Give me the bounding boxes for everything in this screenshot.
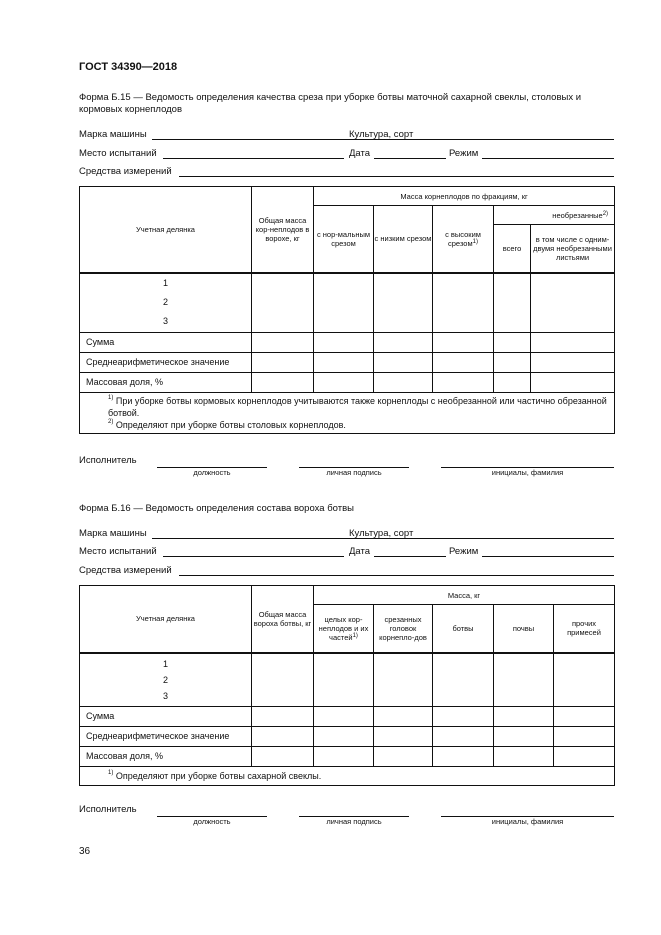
signature-line[interactable] xyxy=(299,461,409,468)
header-uncut-total: всего xyxy=(494,225,531,273)
row-share: Массовая доля, % xyxy=(80,747,252,767)
table-cell[interactable] xyxy=(554,747,615,767)
signature-caption: личная подпись xyxy=(326,817,382,826)
signature-caption: личная подпись xyxy=(326,468,382,477)
header-high-cut: с высоким срезом$^{1)}$ xyxy=(433,206,494,273)
plot-row-3: 3 xyxy=(162,690,168,701)
date-label: Дата xyxy=(349,546,371,557)
date-label: Дата xyxy=(349,148,371,159)
plot-row-3: 3 xyxy=(162,316,168,327)
header-total-mass: Общая масса кор-неплодов в ворохе, кг xyxy=(252,187,314,273)
plot-row-1: 1 xyxy=(162,278,168,289)
form-b16-table xyxy=(79,585,615,786)
initials-caption: инициалы, фамилия xyxy=(491,817,564,826)
plot-row-2: 2 xyxy=(162,297,168,308)
header-plot: Учетная делянка xyxy=(80,187,252,273)
footnote-1: $^{1)}$ При уборке ботвы кормовых корнеплодов учитываются также корнеплоды с необрезанной или частично обрезанной ботвой. xyxy=(108,395,607,418)
table-cell[interactable] xyxy=(433,273,494,333)
table-cell[interactable] xyxy=(433,727,494,747)
header-other: прочих примесей xyxy=(554,605,615,653)
machine-label: Марка машины xyxy=(79,129,147,140)
row-share: Массовая доля, % xyxy=(80,373,252,393)
table-cell[interactable] xyxy=(494,707,554,727)
table-cell[interactable] xyxy=(531,333,615,353)
machine-label: Марка машины xyxy=(79,528,147,539)
table-cell[interactable] xyxy=(494,353,531,373)
table-cell[interactable] xyxy=(374,653,433,707)
table-cell[interactable] xyxy=(252,747,314,767)
table-cell[interactable] xyxy=(554,707,615,727)
crop-field[interactable] xyxy=(419,528,614,539)
header-fractions: Масса корнеплодов по фракциям, кг xyxy=(314,187,615,206)
initials-line[interactable] xyxy=(441,461,614,468)
place-label: Место испытаний xyxy=(79,546,157,557)
header-low-cut: с низким срезом xyxy=(374,206,433,273)
mode-field[interactable] xyxy=(482,546,614,557)
table-cell[interactable] xyxy=(374,333,433,353)
mode-label: Режим xyxy=(449,148,479,159)
table-cell[interactable] xyxy=(374,707,433,727)
date-field[interactable] xyxy=(374,148,446,159)
standard-header: ГОСТ 34390—2018 xyxy=(79,61,178,73)
form-b15-signature xyxy=(79,455,614,479)
plot-numbers xyxy=(80,653,252,707)
table-cell[interactable] xyxy=(374,747,433,767)
table-cell[interactable] xyxy=(531,373,615,393)
table-cell[interactable] xyxy=(531,353,615,373)
mode-label: Режим xyxy=(449,546,479,557)
mode-field[interactable] xyxy=(482,148,614,159)
instruments-field[interactable] xyxy=(179,166,614,177)
form-b15-row-instruments xyxy=(79,166,614,180)
header-cut-heads: срезанных головок корнепло-дов xyxy=(374,605,433,653)
header-mass: Масса, кг xyxy=(314,586,615,605)
instruments-field[interactable] xyxy=(179,565,614,576)
position-line[interactable] xyxy=(157,810,267,817)
table-cell[interactable] xyxy=(494,747,554,767)
table-cell[interactable] xyxy=(252,353,314,373)
table-cell[interactable] xyxy=(531,273,615,333)
initials-line[interactable] xyxy=(441,810,614,817)
table-cell[interactable] xyxy=(433,353,494,373)
table-cell[interactable] xyxy=(374,727,433,747)
table-cell[interactable] xyxy=(554,653,615,707)
header-whole-roots: целых кор-неплодов и их частей$^{1)}$ xyxy=(314,605,374,653)
table-cell[interactable] xyxy=(252,373,314,393)
executor-label: Исполнитель xyxy=(79,804,137,815)
place-field[interactable] xyxy=(163,546,344,557)
position-caption: должность xyxy=(193,817,231,826)
plot-row-2: 2 xyxy=(162,674,168,685)
table-cell[interactable] xyxy=(433,333,494,353)
page-number: 36 xyxy=(79,846,91,857)
table-cell[interactable] xyxy=(314,353,374,373)
form-b16-row-machine xyxy=(79,528,614,542)
table-cell[interactable] xyxy=(554,727,615,747)
crop-label: Культура, сорт xyxy=(349,528,414,539)
instruments-label: Средства измерений xyxy=(79,565,172,576)
table-cell[interactable] xyxy=(252,707,314,727)
table-cell[interactable] xyxy=(314,727,374,747)
table-cell[interactable] xyxy=(314,707,374,727)
table-cell[interactable] xyxy=(314,273,374,333)
table-footnotes xyxy=(80,767,615,786)
table-cell[interactable] xyxy=(252,727,314,747)
table-cell[interactable] xyxy=(494,333,531,353)
form-b16-signature xyxy=(79,804,614,828)
row-mean: Среднеарифметическое значение xyxy=(80,353,252,373)
row-sum: Сумма xyxy=(80,333,252,353)
header-normal-cut: с нор-мальным срезом xyxy=(314,206,374,273)
place-field[interactable] xyxy=(163,148,344,159)
table-cell[interactable] xyxy=(433,653,494,707)
header-total-mass: Общая масса вороха ботвы, кг xyxy=(252,586,314,653)
table-cell[interactable] xyxy=(314,373,374,393)
table-cell[interactable] xyxy=(374,353,433,373)
table-cell[interactable] xyxy=(433,747,494,767)
position-caption: должность xyxy=(193,468,231,477)
table-cell[interactable] xyxy=(433,373,494,393)
date-field[interactable] xyxy=(374,546,446,557)
crop-label: Культура, сорт xyxy=(349,129,414,140)
table-cell[interactable] xyxy=(494,373,531,393)
row-mean: Среднеарифметическое значение xyxy=(80,727,252,747)
plot-numbers xyxy=(80,273,252,333)
table-cell[interactable] xyxy=(374,373,433,393)
header-uncut: необрезанные$^{2)}$ xyxy=(494,206,615,225)
form-b16-row-instruments xyxy=(79,565,614,579)
form-b15-title: Форма Б.15 — Ведомость определения качества среза при уборке ботвы маточной сахарной свеклы, столовых и кормовых корнеплодов xyxy=(79,92,582,115)
table-cell[interactable] xyxy=(252,273,314,333)
table-cell[interactable] xyxy=(494,727,554,747)
table-cell[interactable] xyxy=(314,747,374,767)
header-uncut-incl: в том числе с одним-двумя необрезанными листьями xyxy=(531,225,615,273)
table-cell[interactable] xyxy=(374,273,433,333)
footnote-2: $^{2)}$ Определяют при уборке ботвы столовых корнеплодов. xyxy=(108,419,346,430)
header-soil: почвы xyxy=(494,605,554,653)
signature-line[interactable] xyxy=(299,810,409,817)
header-tops: ботвы xyxy=(433,605,494,653)
form-b15-table xyxy=(79,186,615,434)
table-cell[interactable] xyxy=(494,273,531,333)
executor-label: Исполнитель xyxy=(79,455,137,466)
row-sum: Сумма xyxy=(80,707,252,727)
instruments-label: Средства измерений xyxy=(79,166,172,177)
form-b15-row-machine xyxy=(79,129,614,143)
table-cell[interactable] xyxy=(314,333,374,353)
header-plot: Учетная делянка xyxy=(80,586,252,653)
table-cell[interactable] xyxy=(314,653,374,707)
table-footnotes xyxy=(80,393,615,434)
form-b16-title: Форма Б.16 — Ведомость определения состава вороха ботвы xyxy=(79,503,354,514)
footnote-1: $^{1)}$ Определяют при уборке ботвы сахарной свеклы. xyxy=(108,770,322,781)
form-b15-row-place xyxy=(79,148,614,162)
initials-caption: инициалы, фамилия xyxy=(491,468,564,477)
place-label: Место испытаний xyxy=(79,148,157,159)
plot-row-1: 1 xyxy=(162,658,168,669)
table-cell[interactable] xyxy=(433,707,494,727)
table-cell[interactable] xyxy=(494,653,554,707)
position-line[interactable] xyxy=(157,461,267,468)
crop-field[interactable] xyxy=(419,129,614,140)
form-b16-row-place xyxy=(79,546,614,560)
table-cell[interactable] xyxy=(252,333,314,353)
table-cell[interactable] xyxy=(252,653,314,707)
